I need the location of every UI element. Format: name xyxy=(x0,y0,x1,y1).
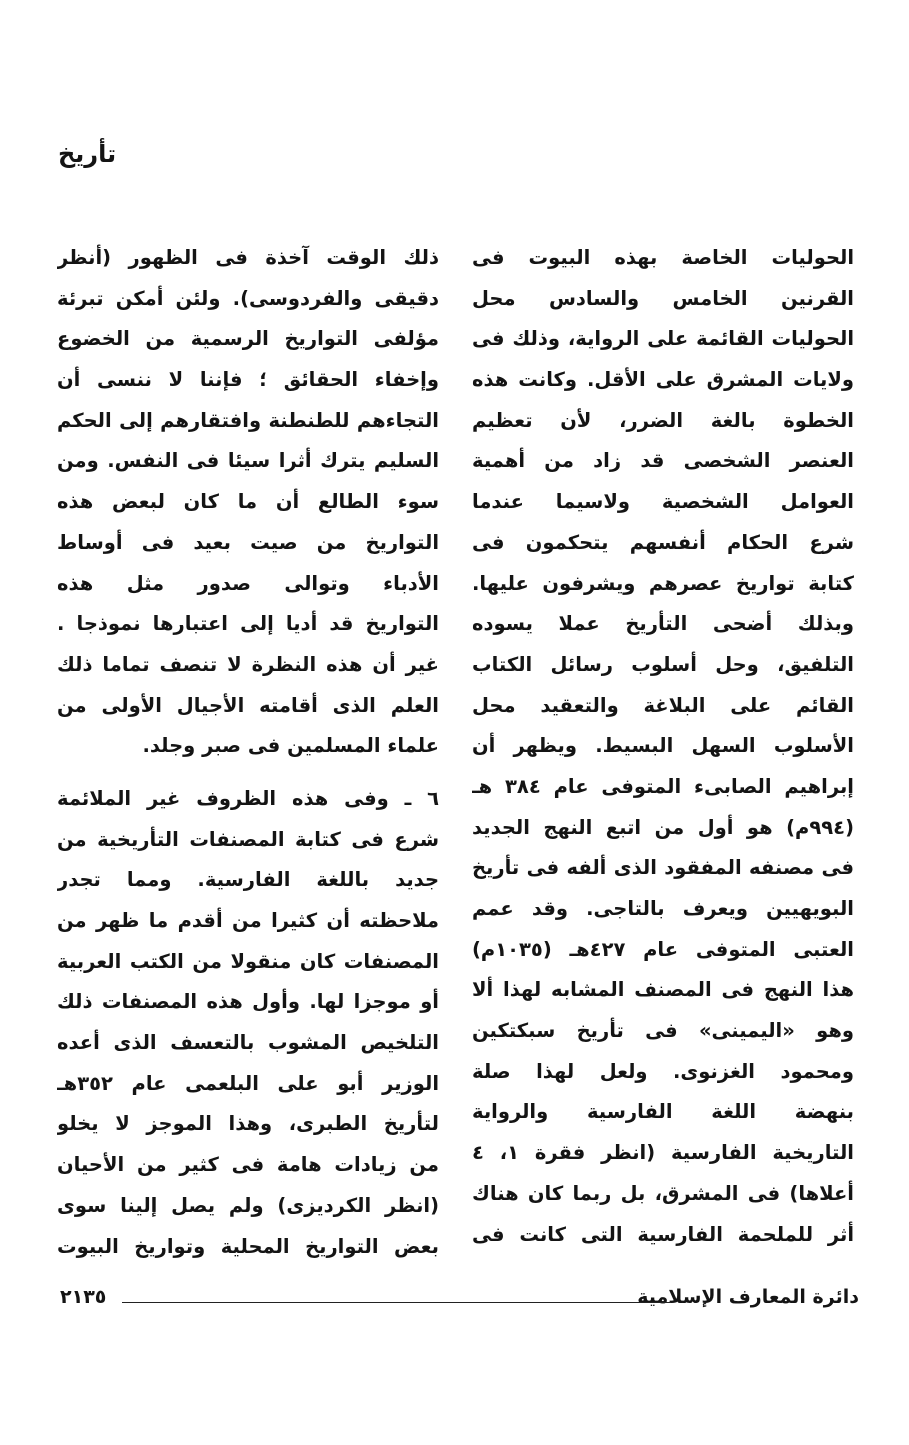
text-line: التلخيص المشوب بالتعسف الذى أعده xyxy=(57,1031,439,1055)
text-line: الأسلوب السهل البسيط. ويظهر أن xyxy=(472,734,854,758)
text-line: التلفيق، وحل أسلوب رسائل الكتاب xyxy=(472,652,854,676)
journal-title: دائرة المعارف الإسلامية xyxy=(637,1286,859,1308)
text-line: الخطوة بالغة الضرر، لأن تعظيم xyxy=(472,408,854,432)
text-line: ٦ ـ وفى هذه الظروف غير الملائمة xyxy=(57,786,439,810)
text-line: غير أن هذه النظرة لا تنصف تماما ذلك xyxy=(57,652,439,676)
text-line: مؤلفى التواريخ الرسمية من الخضوع xyxy=(57,327,439,351)
paragraph-gap xyxy=(57,767,439,779)
text-line: أعلاها) فى المشرق، بل ربما كان هناك xyxy=(472,1181,854,1205)
footer-rule xyxy=(122,1302,671,1303)
text-line: كتابة تواريخ عصرهم ويشرفون عليها. xyxy=(472,571,854,595)
text-line: (٩٩٤م) هو أول من اتبع النهج الجديد xyxy=(472,815,854,839)
text-line: التواريخ من صيت بعيد فى أوساط xyxy=(57,530,439,554)
text-line: (انظر الكرديزى) ولم يصل إلينا سوى xyxy=(57,1193,439,1217)
page-number: ٢١٣٥ xyxy=(60,1286,107,1308)
text-line: سوء الطالع أن ما كان لبعض هذه xyxy=(57,490,439,514)
text-line: شرع الحكام أنفسهم يتحكمون فى xyxy=(472,530,854,554)
text-line: جديد باللغة الفارسية. ومما تجدر xyxy=(57,868,439,892)
text-line: من زيادات هامة فى كثير من الأحيان xyxy=(57,1153,439,1177)
text-line: ولايات المشرق على الأقل. وكانت هذه xyxy=(472,368,854,392)
text-line: وهو «اليمينى» فى تأريخ سبكتكين xyxy=(472,1019,854,1043)
text-line: أو موجزا لها. وأول هذه المصنفات ذلك xyxy=(57,990,439,1014)
text-line: الوزير أبو على البلعمى عام ٣٥٢هـ xyxy=(57,1071,439,1095)
text-line: إبراهيم الصابىء المتوفى عام ٣٨٤ هـ xyxy=(472,774,854,798)
text-line: بعض التواريخ المحلية وتواريخ البيوت xyxy=(57,1234,439,1258)
right-column xyxy=(472,238,854,1255)
text-line: العلم الذى أقامته الأجيال الأولى من xyxy=(57,693,439,717)
text-line: الحوليات القائمة على الرواية، وذلك فى xyxy=(472,327,854,351)
text-line: البويهيين ويعرف بالتاجى. وقد عمم xyxy=(472,897,854,920)
text-line: التجاءهم للطنطنة وافتقارهم إلى الحكم xyxy=(57,408,439,432)
text-line: هذا النهج فى المصنف المشابه لهذا ألا xyxy=(472,978,854,1002)
text-line: القائم على البلاغة والتعقيد محل xyxy=(472,693,854,717)
text-line: العوامل الشخصية ولاسيما عندما xyxy=(472,490,854,514)
text-line: القرنين الخامس والسادس محل xyxy=(472,286,854,310)
text-line: علماء المسلمين فى صبر وجلد. xyxy=(142,734,439,758)
running-head: تأريخ xyxy=(58,140,117,168)
page-footer xyxy=(60,1286,859,1316)
text-line: فى مصنفه المفقود الذى ألفه فى تأريخ xyxy=(472,856,854,880)
left-column xyxy=(57,238,439,1267)
text-line: العنصر الشخصى قد زاد من أهمية xyxy=(472,449,854,473)
text-line: ذلك الوقت آخذة فى الظهور (أنظر xyxy=(57,246,439,269)
text-line: ملاحظته أن كثيرا من أقدم ما ظهر من xyxy=(57,909,439,932)
text-line: السليم يترك أثرا سيئا فى النفس. ومن xyxy=(57,449,439,473)
text-line: وبذلك أضحى التأريخ عملا يسوده xyxy=(472,612,854,636)
text-line: أثر للملحمة الفارسية التى كانت فى xyxy=(472,1222,854,1246)
text-line: دقيقى والفردوسى). ولئن أمكن تبرئة xyxy=(57,286,439,310)
text-line: لتأريخ الطبرى، وهذا الموجز لا يخلو xyxy=(57,1112,439,1136)
text-line: الحوليات الخاصة بهذه البيوت فى xyxy=(472,246,854,269)
text-line: ومحمود الغزنوى. ولعل لهذا صلة xyxy=(472,1059,854,1083)
text-line: التواريخ قد أديا إلى اعتبارها نموذجا . xyxy=(57,612,439,636)
text-line: العتبى المتوفى عام ٤٢٧هـ (١٠٣٥م) xyxy=(472,937,854,961)
text-line: شرع فى كتابة المصنفات التأريخية من xyxy=(57,827,439,851)
text-line: المصنفات كان منقولا من الكتب العربية xyxy=(57,949,439,973)
text-line: وإخفاء الحقائق ؛ فإننا لا ننسى أن xyxy=(57,368,439,392)
text-line: بنهضة اللغة الفارسية والرواية xyxy=(472,1100,854,1124)
text-line: الأدباء وتوالى صدور مثل هذه xyxy=(57,571,439,595)
text-line: التاريخية الفارسية (انظر فقرة ١، ٤ xyxy=(472,1141,854,1165)
